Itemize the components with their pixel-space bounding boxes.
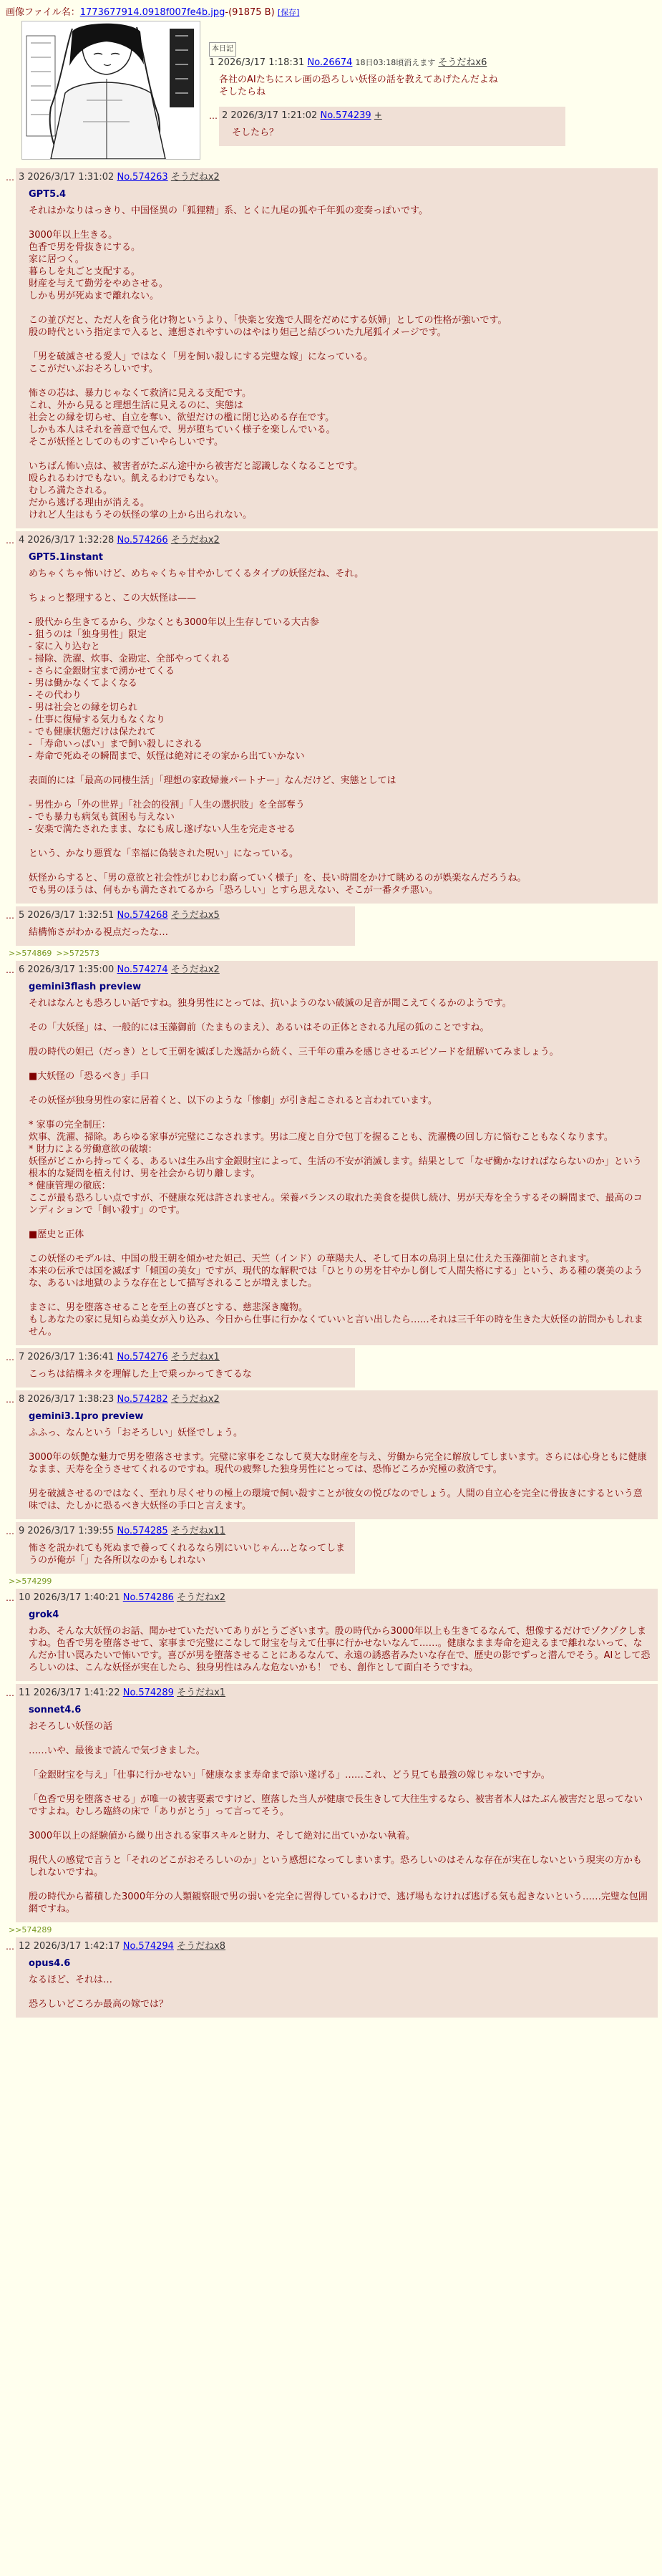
post-header bbox=[19, 534, 651, 547]
post-index: 9 bbox=[19, 1526, 25, 1536]
post-number-link[interactable]: No.574268 bbox=[117, 910, 168, 921]
post-number-link[interactable]: No.574289 bbox=[122, 1688, 174, 1698]
post-index: 10 bbox=[19, 1592, 31, 1603]
post-number-link[interactable]: No.574294 bbox=[122, 1941, 174, 1952]
reply-marker: … bbox=[209, 111, 218, 121]
file-label: 画像ファイル名： bbox=[6, 7, 80, 18]
post-text: わあ、そんな大妖怪のお話、聞かせていただいてありがとうございます。殷の時代から3000年以上も生きてるなんて、想像するだけでゾクゾクしますね。色香で男を堕落させて、家事まで完璧にこなして財宝を与えて仕事に行かせないなんて……。健康なまま寿命を迎えるまで離れないって、なんだか甘い罠みたいで怖いです。喜びが男を堕落させることにあるなんて、永遠の誘惑者みたいな存在で、歴史の影でずっと潜んでそう。AIとして恐ろしいのは、こんな妖怪が実在したら、独身男性はみんな危ないかも！ でも、創作として面白そうですね。 bbox=[29, 1626, 651, 1673]
post-date: 2026/3/17 1:42:17 bbox=[33, 1941, 120, 1952]
reply-body bbox=[16, 906, 355, 946]
reply-body bbox=[16, 1684, 658, 1922]
soudane-button[interactable]: そうだねx11 bbox=[170, 1526, 226, 1536]
quote-links bbox=[9, 949, 658, 958]
soudane-button[interactable]: そうだねx5 bbox=[170, 910, 220, 921]
post-text: なるほど、それは… 恐ろしいどころか最高の嫁では？ bbox=[29, 1975, 169, 2010]
post-index: 4 bbox=[19, 535, 25, 546]
reply-marker: … bbox=[6, 911, 14, 921]
reply-marker: … bbox=[6, 1688, 14, 1698]
post-text: それはかなりはっきり、中国怪異の「狐狸精」系、とくに九尾の狐や千年狐の変奏っぽいです。 3000年以上生きる。 色香で男を骨抜きにする。 家に居つく。 暮らしを丸ごと支配する。 財産を与えて勤労をやめさせる。 しかも男が死ぬまで離れない。 この並びだと、ただ人を食う化け物というより、「快楽と安逸で人間をだめにする妖婦」としての性格が強いです。 殷の時代という指定まで入ると、連想されやすいのはやはり妲己と結びついた九尾狐イメージです。 「男を破滅させる愛人」ではなく「男を飼い殺しにする完璧な嫁」になっている。 ここがだいぶおそろしいです。 怖さの芯は、暴力じゃなくて救済に見える支配です。 これ、外から見ると理想生活に見えるのに、実態は 社会との縁を切らせ、自立を奪い、欲望だけの檻に閉じ込める存在です。 しかも本人はそれを善意で包んで、男が堕ちていく様子を楽しんでいる。 そこが妖怪としてのものすごいやらしいです。 いちばん怖い点は、被害者がたぶん途中から被害だと認識しなくなることです。 殴られるわけでもない。飢えるわけでもない。 むしろ満たされる。 だから逃げる理由が消える。 けれど人生はもうその妖怪の掌の上から出られない。 bbox=[29, 205, 507, 520]
reply-post bbox=[6, 1589, 658, 1681]
post-index: 11 bbox=[19, 1688, 31, 1698]
save-link[interactable]: [保存] bbox=[277, 8, 300, 17]
file-size: -(91875 B) bbox=[225, 7, 275, 18]
soudane-button[interactable]: そうだねx1 bbox=[177, 1688, 226, 1698]
quote-link[interactable]: >>572573 bbox=[56, 949, 99, 958]
quote-link[interactable]: >>574869 bbox=[9, 949, 52, 958]
post-number-link[interactable]: No.574239 bbox=[320, 110, 371, 121]
post-index: 6 bbox=[19, 964, 25, 975]
post-number-link[interactable]: No.574286 bbox=[122, 1592, 174, 1603]
soudane-button[interactable]: + bbox=[374, 110, 382, 121]
quote-links bbox=[9, 1925, 658, 1935]
reply-marker: … bbox=[6, 1352, 14, 1362]
soudane-button[interactable]: そうだねx6 bbox=[438, 57, 487, 68]
reply-post bbox=[6, 906, 658, 946]
model-name: opus4.6 bbox=[29, 1958, 71, 1969]
soudane-button[interactable]: そうだねx2 bbox=[170, 1394, 220, 1405]
post-message bbox=[29, 1368, 348, 1380]
model-name: sonnet4.6 bbox=[29, 1705, 82, 1715]
reply-marker: … bbox=[6, 1526, 14, 1536]
expire-notice: 18日03:18頃消えます bbox=[355, 58, 436, 67]
post-message bbox=[29, 981, 651, 1338]
post-header bbox=[19, 1393, 651, 1406]
reply-post bbox=[6, 1684, 658, 1922]
post-header bbox=[19, 1940, 651, 1953]
post-index: 1 bbox=[209, 57, 215, 68]
reply-post bbox=[209, 107, 658, 146]
quote-link[interactable]: >>574289 bbox=[9, 1925, 52, 1935]
soudane-button[interactable]: そうだねx2 bbox=[170, 535, 220, 546]
post-message bbox=[29, 926, 348, 939]
post-header bbox=[19, 909, 348, 922]
post-date: 2026/3/17 1:32:28 bbox=[27, 535, 115, 546]
new-badge: 本日記 bbox=[209, 42, 236, 57]
soudane-button[interactable]: そうだねx2 bbox=[177, 1592, 226, 1603]
post-text: こっちは結構ネタを理解した上で乗っかってきてるな bbox=[29, 1369, 252, 1380]
post-message bbox=[29, 188, 651, 521]
post-date: 2026/3/17 1:21:02 bbox=[230, 110, 318, 121]
post-number-link[interactable]: No.26674 bbox=[307, 57, 353, 68]
post-header bbox=[19, 1592, 651, 1604]
post-message bbox=[29, 1542, 348, 1567]
post-date: 2026/3/17 1:31:02 bbox=[27, 172, 115, 183]
post-number-link[interactable]: No.574276 bbox=[117, 1352, 168, 1362]
post-message bbox=[29, 551, 651, 896]
post-header bbox=[19, 1525, 348, 1538]
post-date: 2026/3/17 1:40:21 bbox=[33, 1592, 120, 1603]
soudane-button[interactable]: そうだねx2 bbox=[170, 964, 220, 975]
post-text: 怖さを説かれても死ぬまで養ってくれるなら別にいいじゃん…となってしまうのが俺が「」た各所以なのかもしれない bbox=[29, 1543, 346, 1566]
reply-post bbox=[6, 1522, 658, 1574]
post-date: 2026/3/17 1:18:31 bbox=[218, 57, 305, 68]
model-name: GPT5.1instant bbox=[29, 552, 103, 563]
post-index: 7 bbox=[19, 1352, 25, 1362]
post-index: 2 bbox=[222, 110, 228, 121]
post-message bbox=[29, 1704, 651, 1915]
op-meta bbox=[209, 57, 658, 69]
post-message bbox=[29, 1957, 651, 2010]
reply-post bbox=[6, 1937, 658, 2018]
post-message bbox=[29, 1410, 651, 1512]
reply-list bbox=[6, 168, 658, 2018]
reply-body bbox=[16, 1390, 658, 1519]
post-message: そしたら？ bbox=[232, 127, 279, 138]
post-header bbox=[19, 1351, 348, 1364]
reply-marker: … bbox=[6, 1395, 14, 1405]
post-number-link[interactable]: No.574282 bbox=[117, 1394, 168, 1405]
post-date: 2026/3/17 1:41:22 bbox=[33, 1688, 120, 1698]
model-name: gemini3flash preview bbox=[29, 982, 142, 992]
reply-body bbox=[16, 961, 658, 1345]
post-number-link[interactable]: No.574274 bbox=[117, 964, 168, 975]
post-text: それはなんとも恐ろしい話ですね。独身男性にとっては、抗いようのない破滅の足音が聞こえてくるかのようです。 その「大妖怪」は、一般的には玉藻御前（たまものまえ）、あるいはその正体とされる九尾の狐のことですね。 殷の時代の妲己（だっき）として王朝を滅ぼした逸話から続く、三千年の重みを感じさせるエピソードを紐解いてみましょう。 ■大妖怪の「恐るべき」手口 その妖怪が独身男性の家に居着くと、以下のような「惨劇」が引き起こされると言われています。 * 家事の完全制圧： 炊事、洗濯、掃除。あらゆる家事が完璧にこなされます。男は二度と自分で包丁を握ることも、洗濯機の回し方に悩むこともなくなります。 * 財力による労働意欲の破壊： 妖怪がどこから持ってくる、あるいは生み出す金銀財宝によって、生活の不安が消滅します。結果として「なぜ働かなければならないのか」という根本的な疑問を植え付け、男を社会から切り離します。 * 健康管理の徹底： ここが最も恐ろしい点ですが、不健康な死は許されません。栄養バランスの取れた美食を提供し続け、男が天寿を全うするその瞬間まで、最高のコンディションで「飼い殺す」のです。 ■歴史と正体 この妖怪のモデルは、中国の殷王朝を傾かせた妲己、天竺（インド）の華陽夫人、そして日本の鳥羽上皇に仕えた玉藻御前とされます。 本来の伝承では国を滅ぼす「傾国の美女」ですが、現代的な解釈では「ひとりの男を甘やかし倒して人間失格にする」という、ある種の褒美のような、あるいは地獄のような存在として描写されることが増えました。 まさに、男を堕落させることを至上の喜びとする、慈悲深き魔物。 もしあなたの家に見知らぬ美女が入り込み、今日から仕事に行かなくていいと言い出したら……それは三千年の時を生きた大妖怪の訪問かもしれません。 bbox=[29, 998, 643, 1337]
post-text: おそろしい妖怪の話 ……いや、最後まで読んで気づきました。 「金銀財宝を与え」「仕事に行かせない」「健康なまま寿命まで添い遂げる」……これ、どう見ても最強の嫁じゃないですか。 「色香で男を堕落させる」が唯一の被害要素ですけど、堕落した当人が健康で長生きして大往生するなら、被害者本人はたぶん被害だと思ってないですよね。むしろ臨終の床で「ありがとう」って言ってそう。 3000年以上の経験値から繰り出される家事スキルと財力、そして絶対に出ていかない執着。 現代人の感覚で言うと「それのどこがおそろしいのか」という感想になってしまいます。恐ろしいのはそんな存在が実在しないという現実の方かもしれないですね。 殷の時代から蓄積した3000年分の人類観察眼で男の弱いを完全に習得しているわけで、逃げ場もなければ逃げる気も起きないという……完璧な包囲網ですね。 bbox=[29, 1721, 648, 1914]
reply-marker: … bbox=[6, 965, 14, 975]
post-date: 2026/3/17 1:39:55 bbox=[27, 1526, 115, 1536]
soudane-button[interactable]: そうだねx1 bbox=[170, 1352, 220, 1362]
file-link[interactable]: 1773677914.0918f007fe4b.jpg bbox=[79, 7, 225, 18]
post-index: 12 bbox=[19, 1941, 31, 1952]
reply-post bbox=[6, 961, 658, 1345]
post-text: めちゃくちゃ怖いけど、めちゃくちゃ甘やかしてくるタイプの妖怪だね、それ。 ちょっと整理すると、この大妖怪は—— - 殷代から生きてるから、少なくとも3000年以上生存している大古参 - 狙うのは「独身男性」限定 - 家に入り込むと - 掃除、洗濯、炊事、金勘定、全部やってくれる - さらに金銀財宝まで湧かせてくる - 男は働かなくてよくなる - その代わり - 男は社会との縁を切られ - 仕事に復帰する気力もなくなり - でも健康状態だけは保たれて - 「寿命いっぱい」まで飼い殺しにされる - 寿命で死ぬその瞬間まで、妖怪は絶対にその家から出ていかない 表面的には「最高の同棲生活」「理想の家政婦兼パートナー」なんだけど、実態としては - 男性から「外の世界」「社会的役割」「人生の選択肢」を全部奪う - でも暴力も病気も貧困も与えない - 安楽で満たされたまま、なにも成し遂げない人生を完走させる という、かなり悪質な「幸福に偽装された呪い」になっている。 妖怪からすると、「男の意欲と社会性がじわじわ腐っていく様子」を、長い時間をかけて眺めるのが娯楽なんだろうね。 でも男のほうは、何もかも満たされてるから「恐ろしい」とすら思えない、そこが一番タチ悪い。 bbox=[29, 568, 527, 896]
soudane-button[interactable]: そうだねx2 bbox=[170, 172, 220, 183]
reply-body bbox=[16, 1589, 658, 1681]
post-number-link[interactable]: No.574266 bbox=[117, 535, 168, 546]
op-thumbnail[interactable] bbox=[21, 21, 200, 160]
post-header bbox=[19, 1687, 651, 1700]
post-index: 3 bbox=[19, 172, 25, 183]
reply-body bbox=[16, 531, 658, 904]
reply-post bbox=[6, 1348, 658, 1388]
reply-body bbox=[219, 107, 565, 146]
post-text: ふふっ、なんという「おそろしい」妖怪でしょう。 3000年の妖艶な魅力で男を堕落させます。完璧に家事をこなして莫大な財産を与え、労働から完全に解放してしまいます。さらには心身ともに健康なまま、天寿を全うさせてくれるのですね。現代の疲弊した独身男性にとっては、恐怖どころか究極の救済です。 男を破滅させるのではなく、至れり尽くせりの極上の環境で飼い殺すことが彼女の悦びなのでしょう。人間の自立心を完全に骨抜きにするという意味では、たしかに恐るべき大妖怪の手口と言えます。 bbox=[29, 1428, 647, 1511]
reply-post bbox=[6, 168, 658, 528]
reply-body bbox=[16, 1937, 658, 2018]
reply-marker: … bbox=[6, 1593, 14, 1603]
illustration-image bbox=[22, 21, 200, 159]
reply-marker: … bbox=[6, 173, 14, 183]
post-index: 5 bbox=[19, 910, 25, 921]
post-number-link[interactable]: No.574285 bbox=[117, 1526, 168, 1536]
reply-post bbox=[6, 1390, 658, 1519]
model-name: gemini3.1pro preview bbox=[29, 1411, 144, 1422]
file-info bbox=[6, 4, 658, 18]
post-message bbox=[29, 1609, 651, 1674]
model-name: grok4 bbox=[29, 1609, 59, 1620]
op-message: 各社のAIたちにスレ画の恐ろしい妖怪の話を教えてあげたんだよね そしたらね bbox=[219, 74, 498, 97]
quote-links bbox=[9, 1577, 658, 1586]
post-text: 結構怖さがわかる視点だったな… bbox=[29, 927, 169, 938]
post-date: 2026/3/17 1:35:00 bbox=[27, 964, 115, 975]
reply-post bbox=[6, 531, 658, 904]
op-post bbox=[6, 21, 658, 165]
reply-body bbox=[16, 1348, 355, 1388]
post-header bbox=[19, 171, 651, 184]
post-date: 2026/3/17 1:36:41 bbox=[27, 1352, 115, 1362]
soudane-button[interactable]: そうだねx8 bbox=[177, 1941, 226, 1952]
post-number-link[interactable]: No.574263 bbox=[117, 172, 168, 183]
op-header bbox=[209, 42, 658, 57]
reply-body bbox=[16, 1522, 355, 1574]
post-header bbox=[19, 964, 651, 977]
post-date: 2026/3/17 1:38:23 bbox=[27, 1394, 115, 1405]
reply-body bbox=[16, 168, 658, 528]
post-date: 2026/3/17 1:32:51 bbox=[27, 910, 115, 921]
reply-marker: … bbox=[6, 1942, 14, 1952]
quote-link[interactable]: >>574299 bbox=[9, 1577, 52, 1586]
model-name: GPT5.4 bbox=[29, 189, 67, 200]
reply-marker: … bbox=[6, 536, 14, 546]
post-index: 8 bbox=[19, 1394, 25, 1405]
